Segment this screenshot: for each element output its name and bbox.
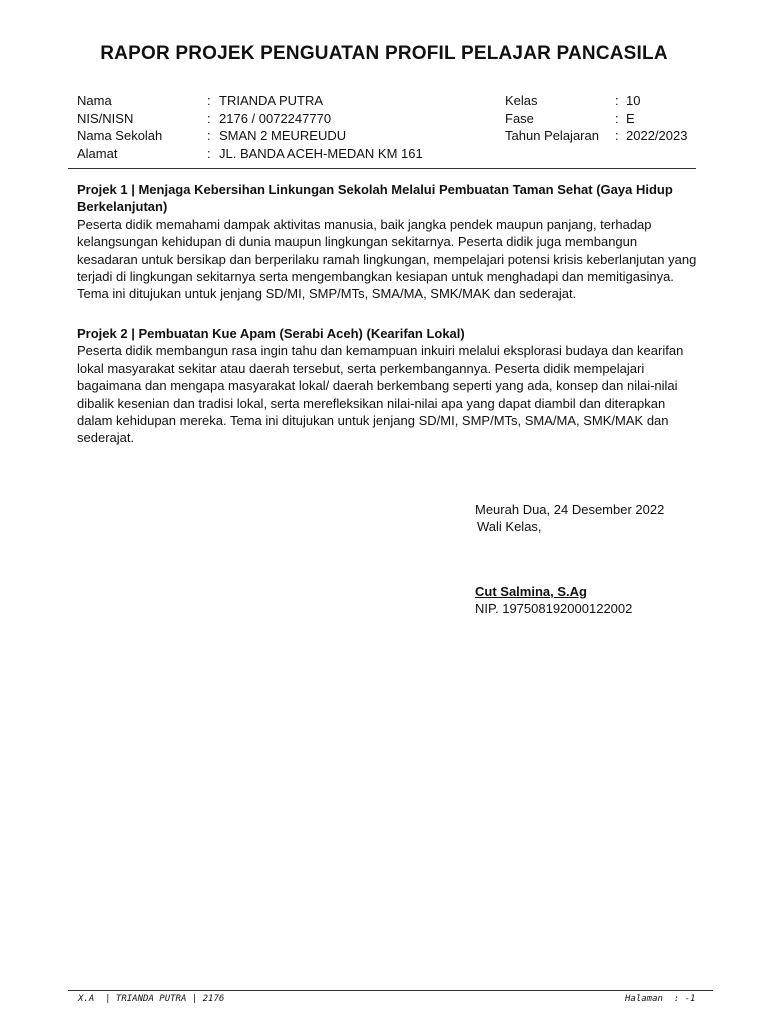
project-section-2	[77, 325, 697, 447]
info-row-alamat	[77, 145, 497, 163]
info-separator: :	[207, 128, 211, 143]
info-value: TRIANDA PUTRA	[219, 93, 324, 108]
signature-nip: NIP. 197508192000122002	[475, 601, 633, 616]
info-separator: :	[615, 110, 619, 126]
info-label: Nama	[77, 93, 112, 108]
info-label: Tahun Pelajaran	[505, 128, 599, 143]
signature-name: Cut Salmina, S.Ag	[475, 584, 587, 599]
info-separator: :	[207, 93, 211, 108]
signature-role: Wali Kelas,	[477, 519, 542, 534]
project-number: Projek 1 |	[77, 182, 139, 197]
info-value: E	[626, 110, 635, 126]
header-divider	[68, 168, 696, 169]
project-heading	[77, 181, 697, 216]
info-label: Fase	[505, 110, 534, 126]
info-value: 2022/2023	[626, 128, 688, 143]
info-row-nama	[77, 92, 497, 110]
info-separator: :	[615, 128, 619, 143]
signature-block	[475, 501, 664, 617]
project-description: Peserta didik memahami dampak aktivitas manusia, baik jangka pendek maupun panjang, terhadap kelangsungan kehidupan di dunia maupun lingkungan sekitarnya. Peserta didik juga membangun kesadaran untuk bersikap dan berperilaku ramah lingkungan, mempelajari potensi krisis keberlanjutan yang terjadi di lingkungan sekitarnya serta mengembangkan kesiapan untuk menghadapi dan memitigasinya. Tema ini ditujukan untuk jenjang SD/MI, SMP/MTs, SMA/MA, SMK/MAK dan sederajat.	[77, 216, 697, 302]
project-number: Projek 2 |	[77, 326, 139, 341]
info-separator: :	[207, 110, 211, 126]
footer-student: X.A | TRIANDA PUTRA | 2176	[78, 994, 225, 1004]
info-value: 10	[626, 93, 641, 108]
info-label: Nama Sekolah	[77, 128, 163, 143]
info-row-nis	[77, 110, 497, 128]
info-value: 2176 / 0072247770	[219, 110, 332, 126]
project-section-1	[77, 181, 697, 303]
project-description: Peserta didik membangun rasa ingin tahu dan kemampuan inkuiri melalui eksplorasi budaya dan kearifan lokal masyarakat sekitar atau daerah tersebut, serta perkembangannya. Peserta didik mempelajari bagaimana dan mengapa masyarakat lokal/ daerah berkembang seperti yang ada, konsep dan nilai-nilai dibalik kesenian dan tradisi lokal, serta merefleksikan nilai-nilai apa yang dapat diambil dan diterapkan dalam kehidupan mereka. Tema ini ditujukan untuk jenjang SD/MI, SMP/MTs, SMA/MA, SMK/MAK dan sederajat.	[77, 343, 684, 446]
info-label: Alamat	[77, 145, 118, 161]
project-title: Menjaga Kebersihan Linkungan Sekolah Melalui Pembuatan Taman Sehat (Gaya Hidup Berkelanjutan)	[77, 182, 673, 215]
signature-place-date: Meurah Dua, 24 Desember 2022	[475, 502, 665, 517]
student-info-right	[505, 92, 725, 145]
footer-page-number: Halaman : -1	[625, 994, 696, 1004]
student-info-left	[77, 92, 497, 162]
project-heading	[77, 325, 697, 342]
project-title: Pembuatan Kue Apam (Serabi Aceh) (Kearifan Lokal)	[138, 326, 465, 341]
info-row-fase	[505, 110, 725, 128]
info-label: Kelas	[505, 93, 538, 108]
info-value: SMAN 2 MEUREUDU	[219, 128, 347, 143]
info-value: JL. BANDA ACEH-MEDAN KM 161	[219, 145, 423, 161]
info-row-tahun	[505, 127, 725, 145]
report-title: RAPOR PROJEK PENGUATAN PROFIL PELAJAR PANCASILA	[100, 43, 668, 64]
info-label: NIS/NISN	[77, 110, 134, 126]
info-separator: :	[615, 93, 619, 108]
info-separator: :	[207, 145, 211, 161]
info-row-sekolah	[77, 127, 497, 145]
info-row-kelas	[505, 92, 725, 110]
footer-divider	[68, 990, 713, 991]
